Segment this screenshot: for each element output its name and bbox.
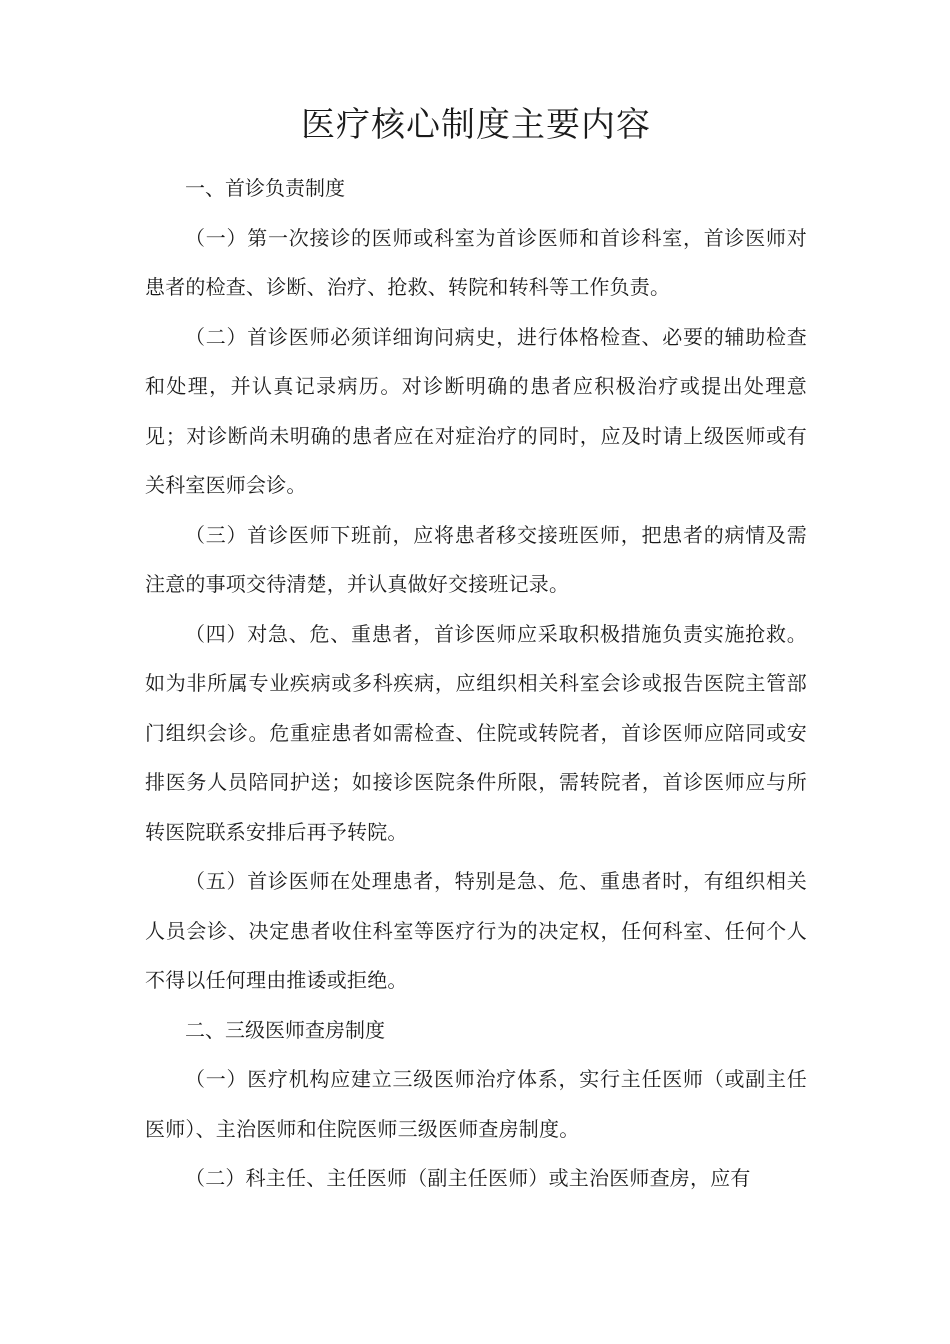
document-page xyxy=(145,98,807,1204)
document-title: 医疗核心制度主要内容 xyxy=(301,105,651,145)
paragraph: （五）首诊医师在处理患者，特别是急、危、重患者时，有组织相关人员会诊、决定患者收住科室等医疗行为的决定权，任何科室、任何个人不得以任何理由推诿或拒绝。 xyxy=(145,869,807,992)
paragraph: （三）首诊医师下班前，应将患者移交接班医师，把患者的病情及需注意的事项交待清楚，并认真做好交接班记录。 xyxy=(145,522,807,596)
section-heading: 一、首诊负责制度 xyxy=(185,176,345,200)
section-heading: 二、三级医师查房制度 xyxy=(185,1017,385,1042)
section-first-visit-responsibility xyxy=(145,164,807,1006)
section-three-level-ward-rounds xyxy=(145,1006,807,1204)
paragraph: （一）医疗机构应建立三级医师治疗体系，实行主任医师（或副主任医师）、主治医师和住院医师三级医师查房制度。 xyxy=(145,1067,807,1141)
paragraph: （二）科主任、主任医师（副主任医师）或主治医师查房，应有 xyxy=(185,1166,751,1190)
paragraph: （一）第一次接诊的医师或科室为首诊医师和首诊科室，首诊医师对患者的检查、诊断、治疗、抢救、转院和转科等工作负责。 xyxy=(145,225,807,299)
paragraph: （四）对急、危、重患者，首诊医师应采取积极措施负责实施抢救。如为非所属专业疾病或多科疾病，应组织相关科室会诊或报告医院主管部门组织会诊。危重症患者如需检查、住院或转院者，首诊医师应陪同或安排医务人员陪同护送；如接诊医院条件所限，需转院者，首诊医师应与所转医院联系安排后再予转院。 xyxy=(145,621,807,844)
paragraph: （二）首诊医师必须详细询问病史，进行体格检查、必要的辅助检查和处理，并认真记录病历。对诊断明确的患者应积极治疗或提出处理意见；对诊断尚未明确的患者应在对症治疗的同时，应及时请上级医师或有关科室医师会诊。 xyxy=(145,324,807,497)
